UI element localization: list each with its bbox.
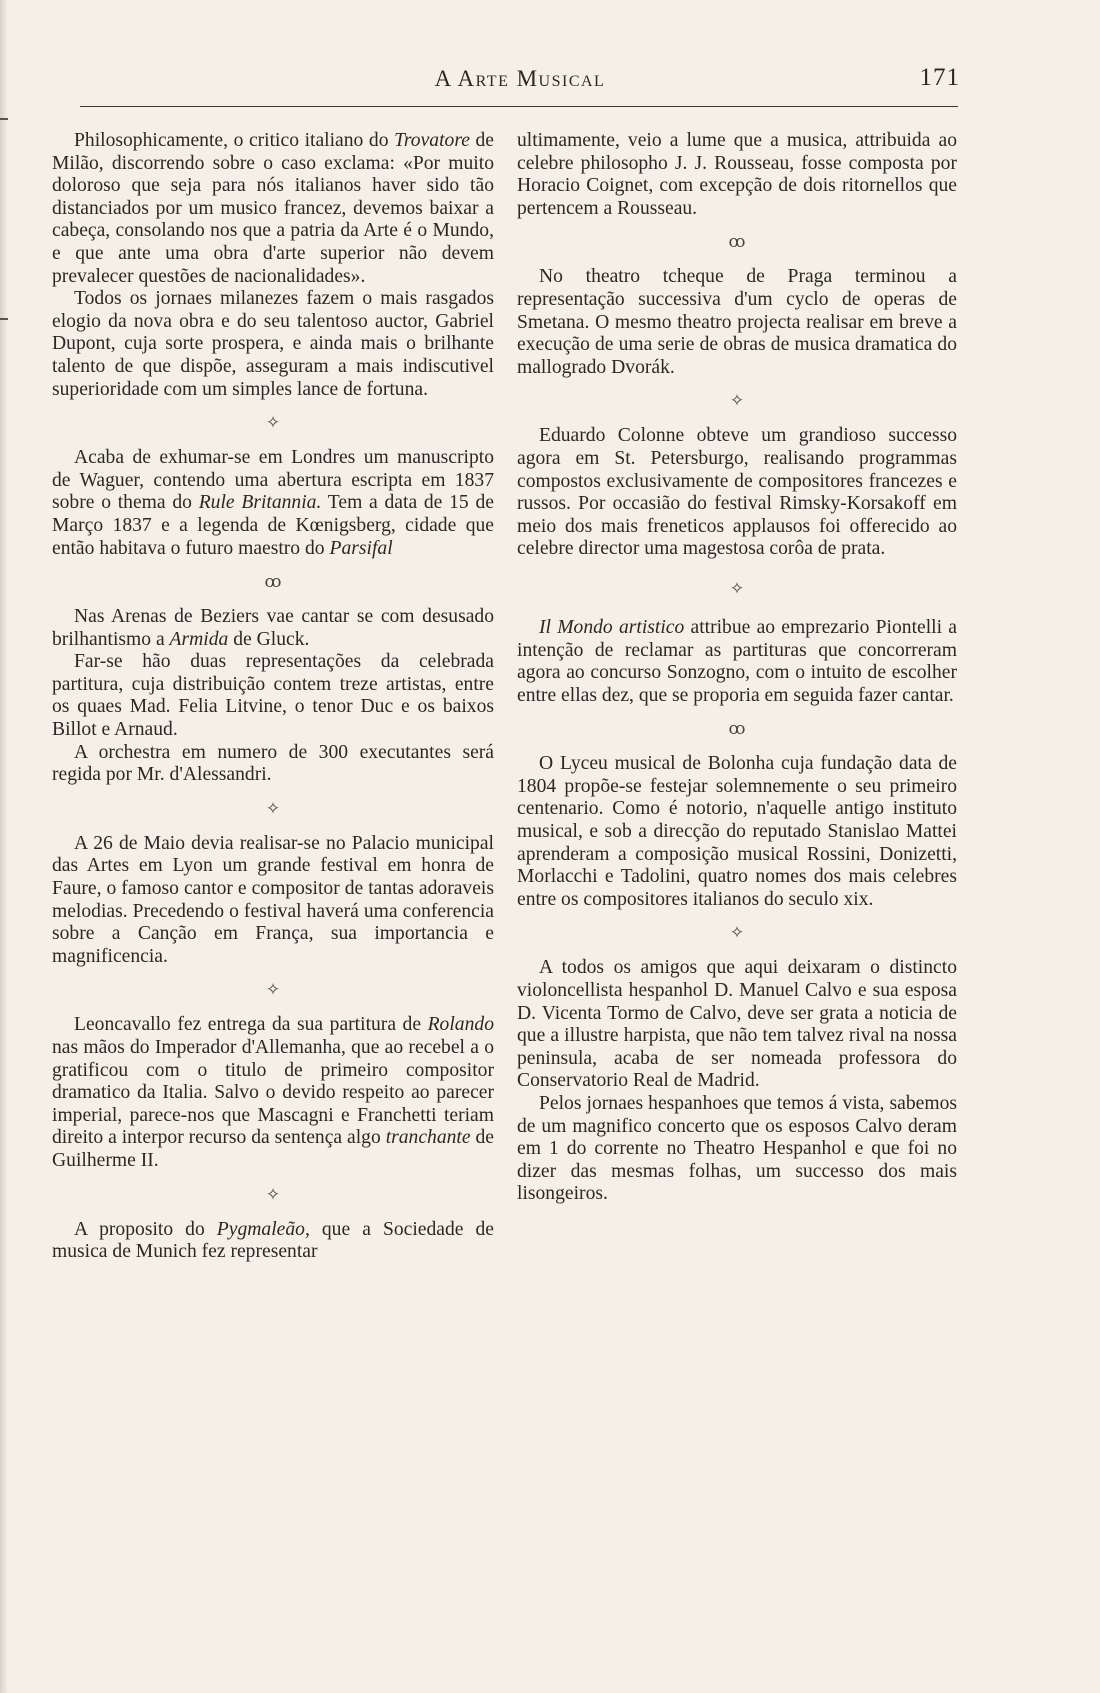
ornament-divider: ✧ <box>729 391 745 411</box>
paragraph: Il Mondo artistico attribue ao emprezario Piontelli a intenção de reclamar as partituras que concorreram agora ao concurso Sonzogno, com o intuito de escolher entre ellas dez, que se proporia em seguida fazer cantar. <box>517 616 957 706</box>
paragraph: A orchestra em numero de 300 executantes será regida por Mr. d'Alessandri. <box>52 741 494 786</box>
ornament-divider: ꝏ <box>728 232 746 252</box>
paragraph: Todos os jornaes milanezes fazem o mais rasgados elogio da nova obra e do seu talentoso auctor, Gabriel Dupont, cuja sorte prospera, e ainda mais o brilhante talento de que dispõe, asseguram a mais indiscutivel superioridade com um simples lance de fortuna. <box>52 288 494 400</box>
italic-title: Pygmaleão, <box>216 1218 310 1240</box>
italic-title: Rule Britannia. <box>198 492 322 514</box>
ornament-divider: ✧ <box>729 923 745 943</box>
running-title: A Arte Musical <box>434 66 606 91</box>
paragraph: A 26 de Maio devia realisar-se no Palacio municipal das Artes em Lyon um grande festival em honra de Faure, o famoso cantor e compositor de tantas adoraveis melodias. Precedendo o festival haverá uma conferencia sobre a Canção em França, sua importancia e magnificencia. <box>52 832 494 967</box>
ornament-divider: ✧ <box>265 798 281 818</box>
ornament-divider: ✧ <box>729 578 745 598</box>
paragraph: Nas Arenas de Beziers vae cantar se com desusado brilhantismo a Armida de Gluck. <box>52 606 494 650</box>
italic-title: Parsifal <box>329 537 393 559</box>
ornament-divider: ✧ <box>265 1184 281 1204</box>
paragraph: Philosophicamente, o critico italiano do Trovatore de Milão, discorrendo sobre o caso exclama: «Por muito doloroso que seja para nós italianos haver sido tão distanciados por um musico francez, devemos baixar a cabeça, consolando nos que a patria da Arte é o Mundo, e que ante uma obra d'arte superior não devem prevalecer questões de nacionalidades». <box>52 130 494 287</box>
paragraph: Eduardo Colonne obteve um grandioso successo agora em St. Petersburgo, realisando programmas compostos exclusivamente de compositores francezes e russos. Por occasião do festival Rimsky-Korsakoff em meio dos mais freneticos applausos foi offerecido ao celebre director uma magestosa corôa de prata. <box>517 425 957 560</box>
ornament-divider: ✧ <box>265 980 281 1000</box>
italic-title: Il Mondo artistico <box>539 616 685 638</box>
paragraph: Acaba de exhumar-se em Londres um manuscripto de Waguer, contendo uma abertura escripta em 1837 sobre o thema do Rule Britannia. Tem a data de 15 de Março 1837 e a legenda de Kœnigsberg, cidade que então habitava o futuro maestro do Parsifal <box>52 447 494 559</box>
paragraph: A todos os amigos que aqui deixaram o distincto violoncellista hespanhol D. Manuel Calvo e sua esposa D. Vicenta Tormo de Calvo, deve ser grata a noticia de que a illustre harpista, que não tem talvez rival na nossa peninsula, acaba de ser nomeada professora do Conservatorio Real de Madrid. <box>517 957 957 1092</box>
left-column <box>52 130 494 1264</box>
right-column <box>517 130 957 1206</box>
header-rule <box>80 106 958 107</box>
page-number: 171 <box>919 64 960 91</box>
page-header <box>80 62 960 102</box>
paragraph: Pelos jornaes hespanhoes que temos á vista, sabemos de um magnifico concerto que os esposos Calvo deram em 1 do corrente no Theatro Hespanhol e que foi no dizer das mesmas folhas, um successo dos mais lisongeiros. <box>517 1093 957 1205</box>
paragraph: A proposito do Pygmaleão, que a Sociedade de musica de Munich fez representar <box>52 1218 494 1263</box>
italic-title: tranchante <box>385 1127 471 1149</box>
italic-title: Trovatore <box>394 130 470 151</box>
italic-title: Rolando <box>427 1014 494 1036</box>
ornament-divider: ꝏ <box>728 719 746 739</box>
margin-mark <box>0 318 8 320</box>
italic-title: Armida <box>169 628 229 650</box>
ornament-divider: ꝏ <box>264 572 282 592</box>
page-edge-shadow <box>0 0 8 1693</box>
paragraph: O Lyceu musical de Bolonha cuja fundação data de 1804 propõe-se festejar solemnemente o seu primeiro centenario. Como é notorio, n'aquelle antigo instituto musical, e sob a direcção do reputado Stanislao Mattei aprenderam a composição musical Rossini, Donizetti, Morlacchi e Tadolini, quatro nomes dos mais celebres entre os compositores italianos do seculo xix. <box>517 753 957 910</box>
paragraph: No theatro tcheque de Praga terminou a representação successiva d'um cyclo de operas de Smetana. O mesmo theatro projecta realisar em breve a execução de uma serie de obras de musica dramatica do mallogrado Dvorák. <box>517 266 957 378</box>
ornament-divider: ✧ <box>265 413 281 433</box>
paragraph: ultimamente, veio a lume que a musica, attribuida ao celebre philosopho J. J. Rousseau, fosse composta por Horacio Coignet, com excepção de dois ritornellos que pertencem a Rousseau. <box>517 130 957 219</box>
paragraph: Leoncavallo fez entrega da sua partitura de Rolando nas mãos do Imperador d'Allemanha, que ao recebel a o gratificou com o titulo de primeiro compositor dramatico da Italia. Salvo o devido respeito ao parecer imperial, parece-nos que Mascagni e Franchetti teriam direito a interpor recurso da sentença algo tranchante de Guilherme II. <box>52 1014 494 1171</box>
paragraph: Far-se hão duas representações da celebrada partitura, cuja distribuição contem treze artistas, entre os quaes Mad. Felia Litvine, o tenor Duc e os baixos Billot e Arnaud. <box>52 651 494 741</box>
margin-mark <box>0 118 8 120</box>
